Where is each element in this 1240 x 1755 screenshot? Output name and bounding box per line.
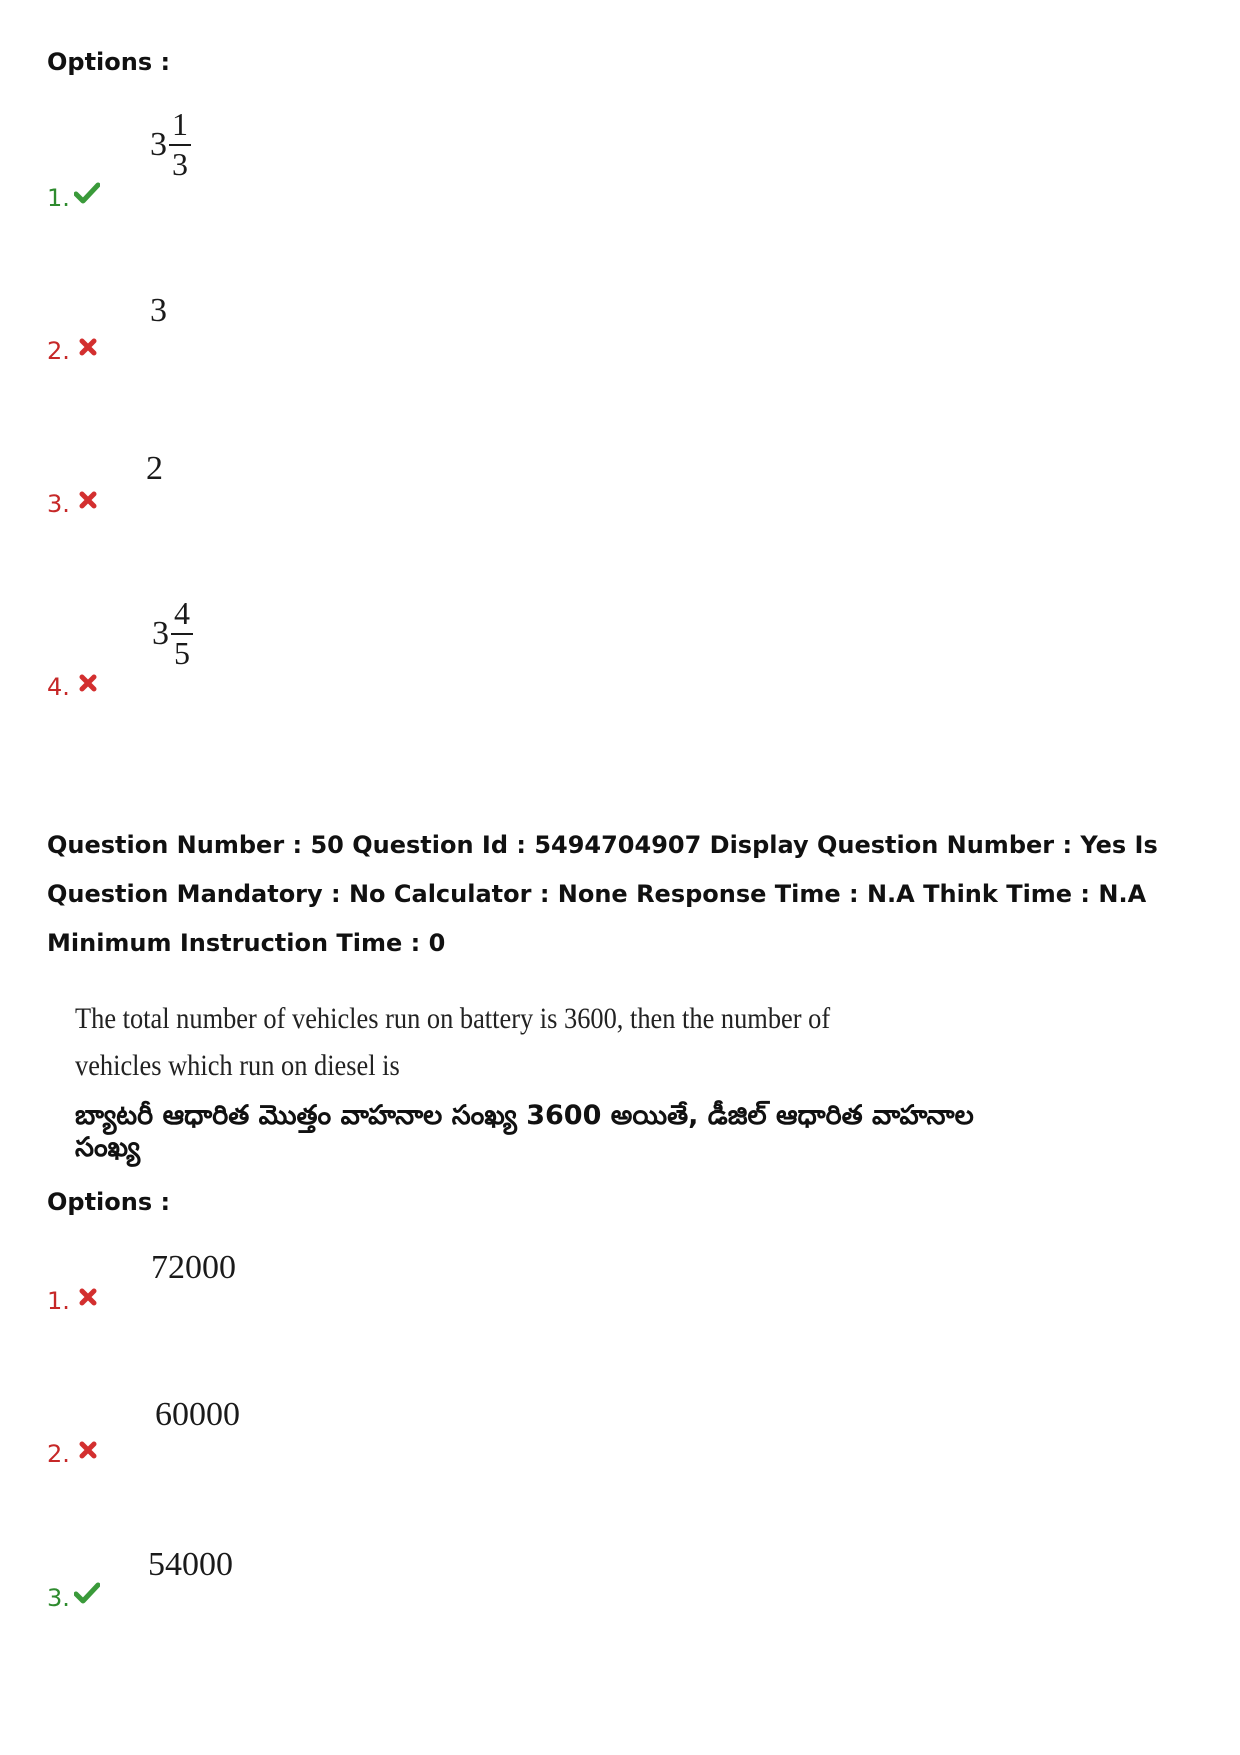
option-value: 3 xyxy=(150,292,167,329)
cross-icon xyxy=(76,490,102,512)
fraction-numerator: 4 xyxy=(174,595,190,631)
option-number: 1. xyxy=(47,184,70,212)
option-fraction xyxy=(150,108,191,181)
option-value: 54000 xyxy=(148,1546,233,1583)
cross-icon xyxy=(76,1287,102,1309)
question-text-english: The total number of vehicles run on battery is 3600, then the number of vehicles which run on diesel is xyxy=(75,1002,831,1082)
fraction-numerator: 1 xyxy=(172,106,188,142)
option-fraction xyxy=(152,597,193,670)
question-meta: Question Number : 50 Question Id : 5494704907 Display Question Number : Yes Is Question Mandatory : No Calculator : None Response Time : N.A Think Time : N.A Minimum Instruction Time : 0 xyxy=(47,831,1158,957)
option-number: 4. xyxy=(47,673,70,701)
check-icon xyxy=(74,1582,100,1604)
fraction-whole: 3 xyxy=(150,125,167,163)
option-number: 1. xyxy=(47,1287,70,1315)
option-number: 3. xyxy=(47,1584,70,1612)
option-number: 3. xyxy=(47,490,70,518)
fraction-denominator: 5 xyxy=(174,634,190,671)
option-value: 2 xyxy=(146,450,163,487)
option-value: 72000 xyxy=(151,1249,236,1286)
fraction-denominator: 3 xyxy=(172,145,188,182)
cross-icon xyxy=(76,1440,102,1462)
option-number: 2. xyxy=(47,337,70,365)
fraction-stack xyxy=(171,597,193,670)
question-text-telugu: బ్యాటరీ ఆధారిత మొత్తం వాహనాల సంఖ్య 3600 అయితే, డీజిల్ ఆధారిత వాహనాల సంఖ్య xyxy=(75,1100,974,1164)
check-icon xyxy=(74,182,100,204)
fraction-stack xyxy=(169,108,191,181)
option-number: 2. xyxy=(47,1440,70,1468)
cross-icon xyxy=(76,337,102,359)
fraction-whole: 3 xyxy=(152,614,169,652)
options-heading: Options : xyxy=(47,48,171,76)
cross-icon xyxy=(76,673,102,695)
options-heading: Options : xyxy=(47,1188,171,1216)
option-value: 60000 xyxy=(155,1396,240,1433)
